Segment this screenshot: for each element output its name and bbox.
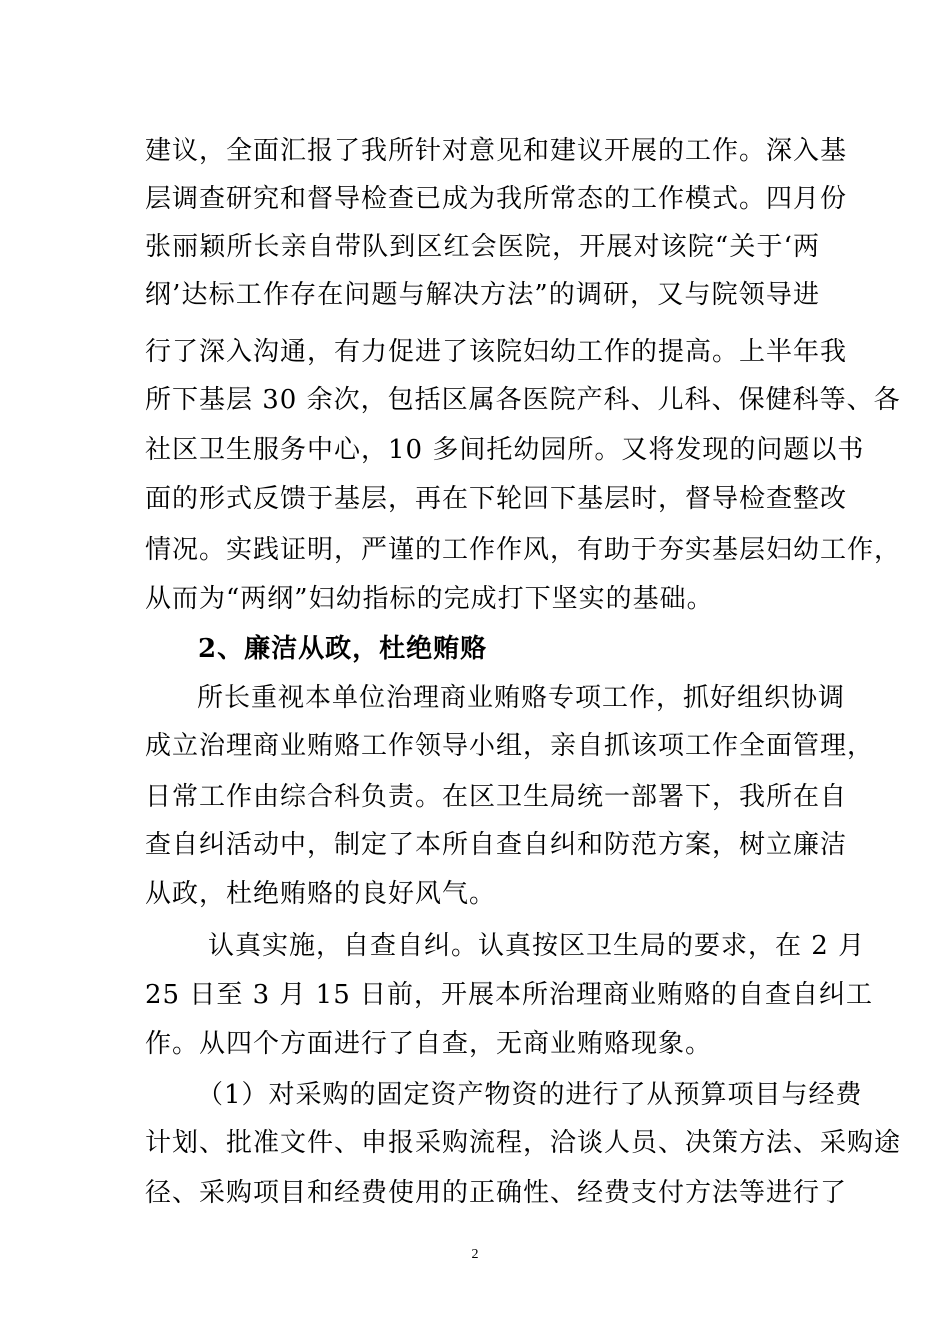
body-line: 层调查研究和督导检查已成为我所常态的工作模式。四月份: [145, 184, 848, 214]
body-line: 建议，全面汇报了我所针对意见和建议开展的工作。深入基: [145, 136, 848, 166]
body-line: 从而为“两纲”妇幼指标的完成打下坚实的基础。: [145, 584, 714, 614]
body-line: 行了深入沟通，有力促进了该院妇幼工作的提高。上半年我: [145, 337, 848, 367]
body-line: 张丽颖所长亲自带队到区红会医院，开展对该院“关于‘两: [145, 232, 820, 262]
body-line: 查自纠活动中，制定了本所自查自纠和防范方案，树立廉洁: [145, 830, 848, 860]
body-line: 所长重视本单位治理商业贿赂专项工作，抓好组织协调: [197, 683, 846, 713]
body-line: 社区卫生服务中心，10 多间托幼园所。又将发现的问题以书: [145, 435, 865, 465]
body-line: 情况。实践证明，严谨的工作作风，有助于夯实基层妇幼工作，: [145, 535, 902, 565]
section-heading: 2、廉洁从政，杜绝贿赂: [198, 634, 488, 664]
body-line: 纲’达标工作存在问题与解决方法”的调研，又与院领导进: [145, 280, 820, 310]
body-line: 面的形式反馈于基层，再在下轮回下基层时，督导检查整改: [145, 484, 848, 514]
body-line: 计划、批准文件、申报采购流程，洽谈人员、决策方法、采购途: [145, 1128, 902, 1158]
page-number: 2: [471, 1247, 479, 1262]
body-line: 径、采购项目和经费使用的正确性、经费支付方法等进行了: [145, 1178, 848, 1208]
body-line: 从政，杜绝贿赂的良好风气。: [145, 879, 497, 909]
body-line: 作。从四个方面进行了自查，无商业贿赂现象。: [145, 1029, 713, 1059]
body-line: 所下基层 30 余次，包括区属各医院产科、儿科、保健科等、各: [145, 385, 901, 415]
body-line: 成立治理商业贿赂工作领导小组，亲自抓该项工作全面管理，: [145, 731, 875, 761]
body-line: 25 日至 3 月 15 日前，开展本所治理商业贿赂的自查自纠工: [145, 980, 874, 1010]
body-line: （1）对采购的固定资产物资的进行了从预算项目与经费: [197, 1080, 863, 1110]
body-line: 认真实施，自查自纠。认真按区卫生局的要求，在 2 月: [208, 931, 866, 961]
body-line: 日常工作由综合科负责。在区卫生局统一部署下，我所在自: [145, 782, 848, 812]
